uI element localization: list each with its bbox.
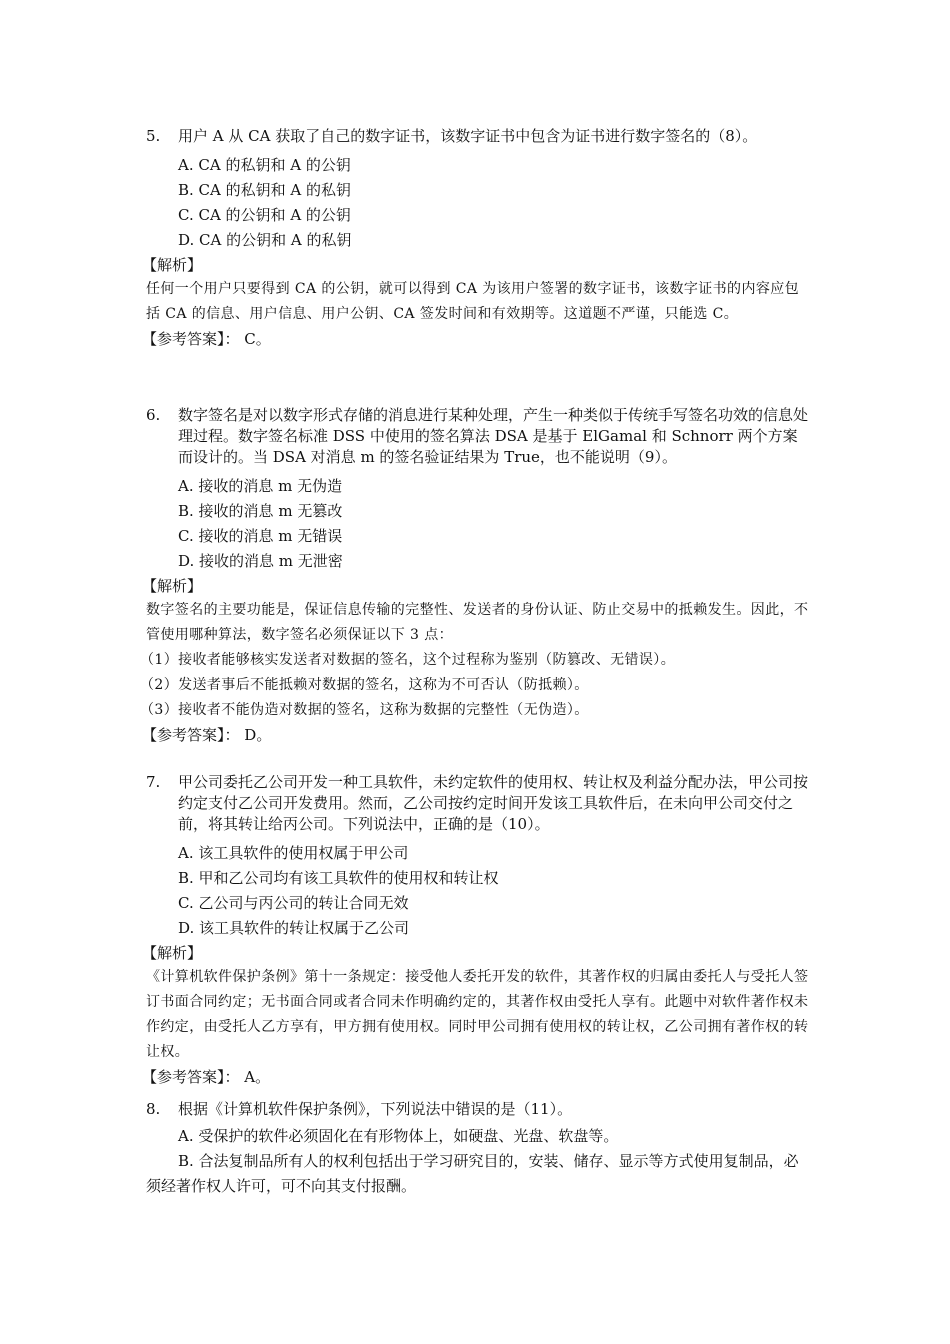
option-a: A. 接收的消息 m 无伪造 — [178, 477, 343, 495]
answer-line — [142, 723, 810, 748]
answer-line — [142, 327, 810, 352]
explanation-point-1: （1）接收者能够核实发送者对数据的签名，这个过程称为鉴别（防篡改、无错误）。 — [140, 652, 676, 668]
option-b: B. 甲和乙公司均有该工具软件的使用权和转让权 — [178, 869, 499, 887]
option-d: D. 该工具软件的转让权属于乙公司 — [178, 919, 410, 937]
answer-label: 【参考答案】： — [142, 330, 240, 348]
answer-value: C。 — [244, 330, 271, 348]
answer-line — [142, 1065, 810, 1090]
option-b: B. 接收的消息 m 无篡改 — [178, 502, 343, 520]
question-6 — [140, 405, 810, 748]
question-8 — [146, 1099, 810, 1199]
question-text: 数字签名是对以数字形式存储的消息进行某种处理，产生一种类似于传统手写签名功效的信息处理过程。数字签名标准 DSS 中使用的签名算法 DSA 是基于 ElGamal 和 Schnorr 两个方案而设计的。当 DSA 对消息 m 的签名验证结果为 True，也不能说明（9）。 — [178, 406, 809, 466]
explanation-text: 任何一个用户只要得到 CA 的公钥，就可以得到 CA 为该用户签署的数字证书，该数字证书的内容应包括 CA 的信息、用户信息、用户公钥、CA 签发时间和有效期等。这道题不严谨，只能选 C。 — [146, 281, 800, 322]
option-a: A. 该工具软件的使用权属于甲公司 — [178, 844, 409, 862]
option-c: C. 接收的消息 m 无错误 — [178, 527, 343, 545]
explanation-text: 数字签名的主要功能是，保证信息传输的完整性、发送者的身份认证、防止交易中的抵赖发生。因此，不管使用哪种算法，数字签名必须保证以下 3 点： — [146, 602, 809, 643]
explanation-point-2: （2）发送者事后不能抵赖对数据的签名，这称为不可否认（防抵赖）。 — [140, 677, 589, 693]
question-7 — [142, 772, 810, 1090]
explanation-point-3: （3）接收者不能伪造对数据的签名，这称为数据的完整性（无伪造）。 — [140, 702, 589, 718]
analysis-label: 【解析】 — [142, 256, 203, 274]
question-text: 用户 A 从 CA 获取了自己的数字证书，该数字证书中包含为证书进行数字签名的（8）。 — [178, 127, 758, 145]
answer-value: D。 — [244, 726, 272, 744]
answer-label: 【参考答案】： — [142, 1068, 240, 1086]
question-text: 根据《计算机软件保护条例》，下列说法中错误的是（11）。 — [178, 1100, 573, 1118]
question-number: 5. — [146, 127, 161, 145]
option-c: C. CA 的公钥和 A 的公钥 — [178, 206, 351, 224]
explanation-text: 《计算机软件保护条例》第十一条规定：接受他人委托开发的软件，其著作权的归属由委托人与受托人签订书面合同约定；无书面合同或者合同未作明确约定的，其著作权由受托人享有。此题中对软件著作权未作约定，由受托人乙方享有，甲方拥有使用权。同时甲公司拥有使用权的转让权，乙公司拥有著作权的转让权。 — [146, 969, 809, 1060]
question-text: 甲公司委托乙公司开发一种工具软件，未约定软件的使用权、转让权及利益分配办法，甲公司按约定支付乙公司开发费用。然而，乙公司按约定时间开发该工具软件后，在未向甲公司交付之前，将其转让给丙公司。下列说法中，正确的是（10）。 — [178, 773, 809, 833]
analysis-label: 【解析】 — [142, 577, 203, 595]
question-number: 6. — [146, 406, 161, 424]
option-b: B. CA 的私钥和 A 的私钥 — [178, 181, 352, 199]
option-b: B. 合法复制品所有人的权利包括出于学习研究目的，安装、储存、显示等方式使用复制品，必须经著作权人许可，可不向其支付报酬。 — [146, 1152, 799, 1195]
question-number: 8. — [146, 1100, 161, 1118]
question-5 — [142, 126, 810, 352]
answer-value: A。 — [244, 1068, 271, 1086]
option-d: D. CA 的公钥和 A 的私钥 — [178, 231, 352, 249]
option-a: A. 受保护的软件必须固化在有形物体上，如硬盘、光盘、软盘等。 — [178, 1127, 619, 1145]
option-c: C. 乙公司与丙公司的转让合同无效 — [178, 894, 409, 912]
answer-label: 【参考答案】： — [142, 726, 240, 744]
option-a: A. CA 的私钥和 A 的公钥 — [178, 156, 351, 174]
analysis-label: 【解析】 — [142, 944, 203, 962]
option-d: D. 接收的消息 m 无泄密 — [178, 552, 343, 570]
question-number: 7. — [146, 773, 161, 791]
